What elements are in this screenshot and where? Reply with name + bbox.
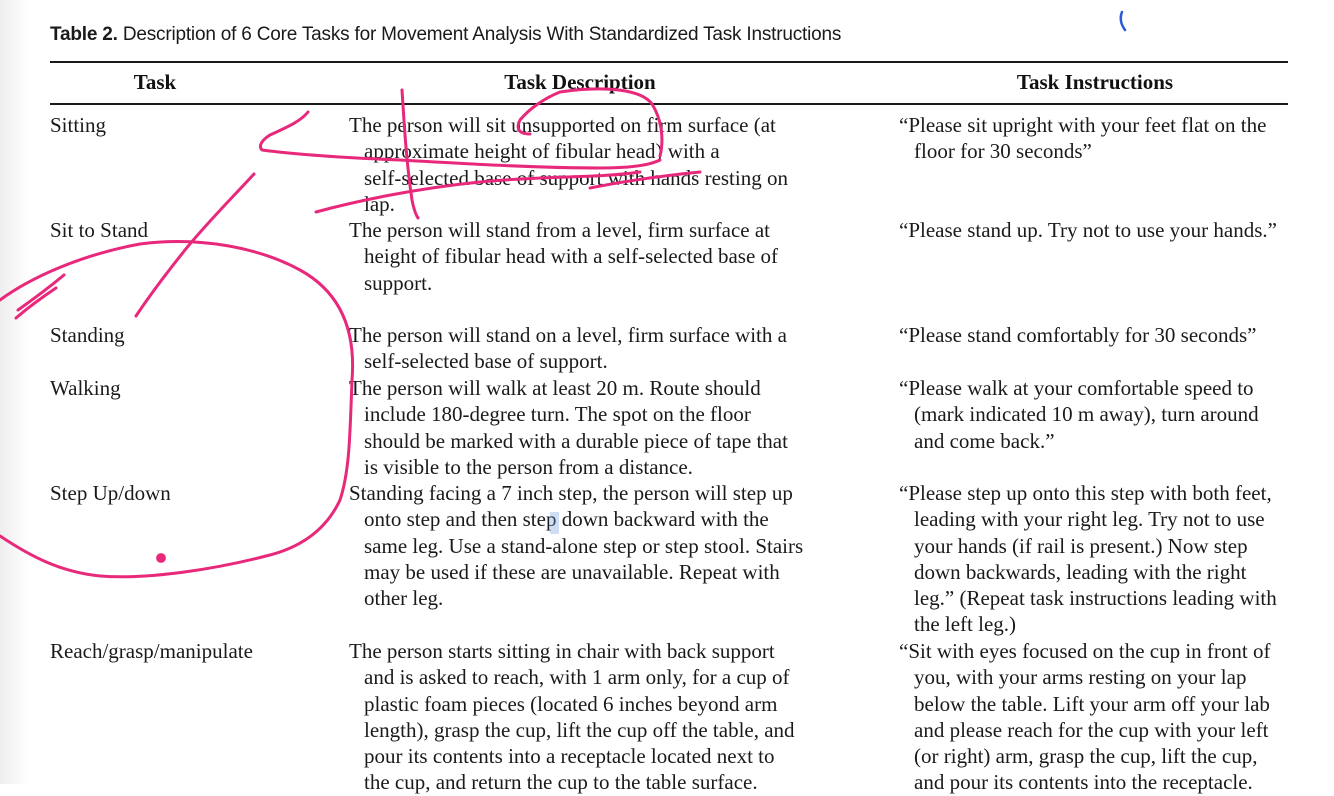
description-line: other leg.	[364, 586, 444, 611]
task-name: Walking	[50, 376, 121, 400]
ink-stroke-blue-mark	[1121, 12, 1125, 30]
text-selection-cursor	[550, 512, 559, 534]
description-line: plastic foam pieces (located 6 inches beyond arm	[364, 691, 778, 716]
table-header-rule	[50, 103, 1288, 105]
header-task-instructions: Task Instructions	[1016, 70, 1174, 94]
task-instructions	[899, 480, 1299, 638]
instructions-line: “Please sit upright with your feet flat on the	[899, 113, 1267, 137]
instructions-line: down backwards, leading with the right	[914, 559, 1247, 584]
description-line: The person will stand on a level, firm surface with a	[349, 323, 787, 347]
task-description	[349, 112, 819, 217]
task-description	[349, 480, 819, 611]
task-name: Step Up/down	[50, 481, 171, 505]
task-instructions	[899, 375, 1299, 454]
description-line: approximate height of fibular head) with a	[364, 139, 720, 164]
task-description	[349, 375, 819, 480]
task-name: Standing	[50, 323, 125, 347]
instructions-line: floor for 30 seconds”	[914, 139, 1092, 164]
instructions-line: (mark indicated 10 m away), turn around	[914, 402, 1259, 427]
instructions-line: “Please stand comfortably for 30 seconds”	[899, 323, 1257, 347]
description-line: The person will sit unsupported on firm surface (at	[349, 113, 776, 137]
instructions-line: “Sit with eyes focused on the cup in front of	[899, 639, 1271, 663]
header-task: Task	[133, 70, 177, 94]
description-line: support.	[364, 270, 433, 295]
description-line: same leg. Use a stand-alone step or step stool. Stairs	[364, 533, 804, 558]
instructions-line: “Please stand up. Try not to use your hands.”	[899, 218, 1277, 242]
description-line: is visible to the person from a distance.	[364, 454, 693, 479]
instructions-line: leading with your right leg. Try not to use	[914, 507, 1265, 532]
table-caption-text: Description of 6 Core Tasks for Movement Analysis With Standardized Task Instructions	[122, 24, 842, 45]
ink-stroke-left-ticks	[16, 275, 64, 318]
ink-stroke-big-loop	[0, 242, 353, 577]
instructions-line: below the table. Lift your arm off your lab	[914, 691, 1270, 716]
instructions-line: (or right) arm, grasp the cup, lift the cup,	[914, 744, 1258, 769]
instructions-line: leg.” (Repeat task instructions leading with	[914, 586, 1277, 611]
task-instructions	[899, 112, 1299, 165]
instructions-line: “Please step up onto this step with both feet,	[899, 481, 1272, 505]
task-description	[349, 217, 819, 296]
description-line: include 180-degree turn. The spot on the floor	[364, 402, 751, 427]
instructions-line: you, with your arms resting on your lap	[914, 665, 1247, 690]
instructions-line: and come back.”	[914, 428, 1055, 453]
description-line: length), grasp the cup, lift the cup off the table, and	[364, 717, 795, 742]
description-line: height of fibular head with a self-selected base of	[364, 244, 779, 269]
description-line: may be used if these are unavailable. Repeat with	[364, 559, 780, 584]
description-line: and is asked to reach, with 1 arm only, for a cup of	[364, 665, 790, 690]
task-instructions	[899, 638, 1299, 796]
description-line: Standing facing a 7 inch step, the person will step up	[349, 481, 793, 505]
header-task-description: Task Description	[504, 70, 656, 94]
description-line: The person will walk at least 20 m. Route should	[349, 376, 761, 400]
instructions-line: and pour its contents into the receptacle.	[914, 770, 1253, 795]
table-caption-label: Table 2.	[50, 24, 118, 45]
task-name: Sitting	[50, 113, 107, 137]
instructions-line: the left leg.)	[914, 612, 1017, 637]
ink-stroke-diagonal	[136, 174, 254, 316]
description-line: self-selected base of support with hands resting on	[364, 165, 788, 190]
description-line: should be marked with a durable piece of tape that	[364, 428, 788, 453]
task-name: Reach/grasp/manipulate	[50, 639, 253, 663]
table-caption	[50, 24, 841, 46]
task-description	[349, 638, 819, 796]
description-line: the cup, and return the cup to the table surface.	[364, 770, 758, 795]
table-top-rule	[50, 61, 1288, 63]
description-line: lap.	[364, 191, 395, 216]
task-name: Sit to Stand	[50, 218, 149, 242]
task-instructions	[899, 322, 1299, 348]
task-instructions	[899, 217, 1299, 243]
description-line: onto step and then step down backward with the	[364, 507, 769, 532]
description-line: self-selected base of support.	[364, 349, 608, 374]
task-description	[349, 322, 819, 375]
description-line: The person will stand from a level, firm surface at	[349, 218, 771, 242]
instructions-line: “Please walk at your comfortable speed to	[899, 376, 1254, 400]
instructions-line: your hands (if rail is present.) Now step	[914, 533, 1248, 558]
laser-pointer-dot	[156, 553, 167, 564]
description-line: The person starts sitting in chair with back support	[349, 639, 775, 663]
instructions-line: and please reach for the cup with your left	[914, 717, 1269, 742]
description-line: pour its contents into a receptacle located next to	[364, 744, 775, 769]
